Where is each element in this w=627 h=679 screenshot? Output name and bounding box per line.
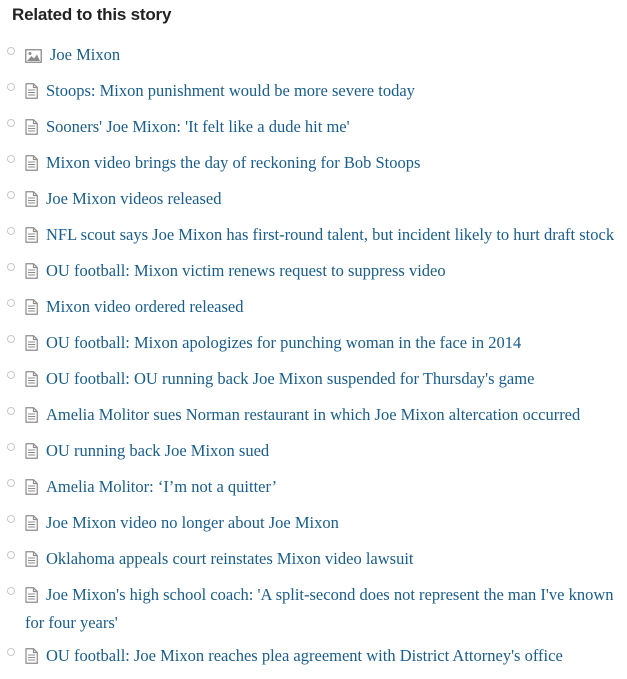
document-icon <box>25 441 38 466</box>
document-icon <box>25 646 38 671</box>
document-icon <box>25 513 38 538</box>
list-bullet <box>7 335 15 343</box>
story-link[interactable]: Oklahoma appeals court reinstates Mixon video lawsuit <box>46 549 414 568</box>
list-bullet <box>7 227 15 235</box>
related-story-item <box>0 114 627 142</box>
related-story-item <box>0 330 627 358</box>
list-bullet <box>7 263 15 271</box>
story-link[interactable]: Mixon video brings the day of reckoning for Bob Stoops <box>46 153 421 172</box>
related-story-item <box>0 258 627 286</box>
related-story-item <box>0 78 627 106</box>
document-icon <box>25 153 38 178</box>
story-link[interactable]: OU football: OU running back Joe Mixon suspended for Thursday's game <box>46 369 535 388</box>
story-link[interactable]: Joe Mixon video no longer about Joe Mixon <box>46 513 339 532</box>
story-link[interactable]: Amelia Molitor: ‘I’m not a quitter’ <box>46 477 278 496</box>
story-link[interactable]: OU football: Mixon victim renews request to suppress video <box>46 261 446 280</box>
related-story-item <box>0 186 627 214</box>
document-icon <box>25 297 38 322</box>
document-icon <box>25 261 38 286</box>
image-icon <box>25 45 42 70</box>
story-link[interactable]: NFL scout says Joe Mixon has first-round talent, but incident likely to hurt draft stock <box>46 225 615 244</box>
document-icon <box>25 117 38 142</box>
list-bullet <box>7 587 15 595</box>
related-story-item <box>0 366 627 394</box>
document-icon <box>25 225 38 250</box>
list-bullet <box>7 83 15 91</box>
related-story-item <box>0 510 627 538</box>
related-story-item <box>0 546 627 574</box>
list-bullet <box>7 479 15 487</box>
related-story-item <box>0 643 627 671</box>
related-story-item <box>0 438 627 466</box>
story-link[interactable]: Mixon video ordered released <box>46 297 244 316</box>
related-story-item <box>0 294 627 322</box>
story-link[interactable]: Stoops: Mixon punishment would be more severe today <box>46 81 415 100</box>
list-bullet <box>7 299 15 307</box>
section-title: Related to this story <box>12 5 172 24</box>
related-story-list <box>0 42 627 679</box>
document-icon <box>25 333 38 358</box>
story-link[interactable]: OU football: Mixon apologizes for punching woman in the face in 2014 <box>46 333 522 352</box>
document-icon <box>25 549 38 574</box>
story-link[interactable]: Joe Mixon videos released <box>46 189 222 208</box>
related-story-item <box>0 42 627 70</box>
document-icon <box>25 477 38 502</box>
list-bullet <box>7 155 15 163</box>
list-bullet <box>7 407 15 415</box>
related-story-item <box>0 150 627 178</box>
list-bullet <box>7 47 15 55</box>
story-link[interactable]: OU running back Joe Mixon sued <box>46 441 270 460</box>
story-link[interactable]: Amelia Molitor sues Norman restaurant in which Joe Mixon altercation occurred <box>46 405 581 424</box>
list-bullet <box>7 515 15 523</box>
document-icon <box>25 405 38 430</box>
related-story-item <box>0 582 627 635</box>
story-link[interactable]: Joe Mixon's high school coach: 'A split-second does not represent the man I've known for four years' <box>25 585 614 632</box>
list-bullet <box>7 119 15 127</box>
document-icon <box>25 81 38 106</box>
list-bullet <box>7 443 15 451</box>
story-link[interactable]: OU football: Joe Mixon reaches plea agreement with District Attorney's office <box>46 646 563 665</box>
document-icon <box>25 189 38 214</box>
list-bullet <box>7 191 15 199</box>
document-icon <box>25 369 38 394</box>
list-bullet <box>7 648 15 656</box>
related-story-item <box>0 402 627 430</box>
related-story-item <box>0 222 627 250</box>
document-icon <box>25 585 38 610</box>
related-story-item <box>0 474 627 502</box>
story-link[interactable]: Sooners' Joe Mixon: 'It felt like a dude hit me' <box>46 117 350 136</box>
list-bullet <box>7 551 15 559</box>
list-bullet <box>7 371 15 379</box>
story-link[interactable]: Joe Mixon <box>50 45 121 64</box>
